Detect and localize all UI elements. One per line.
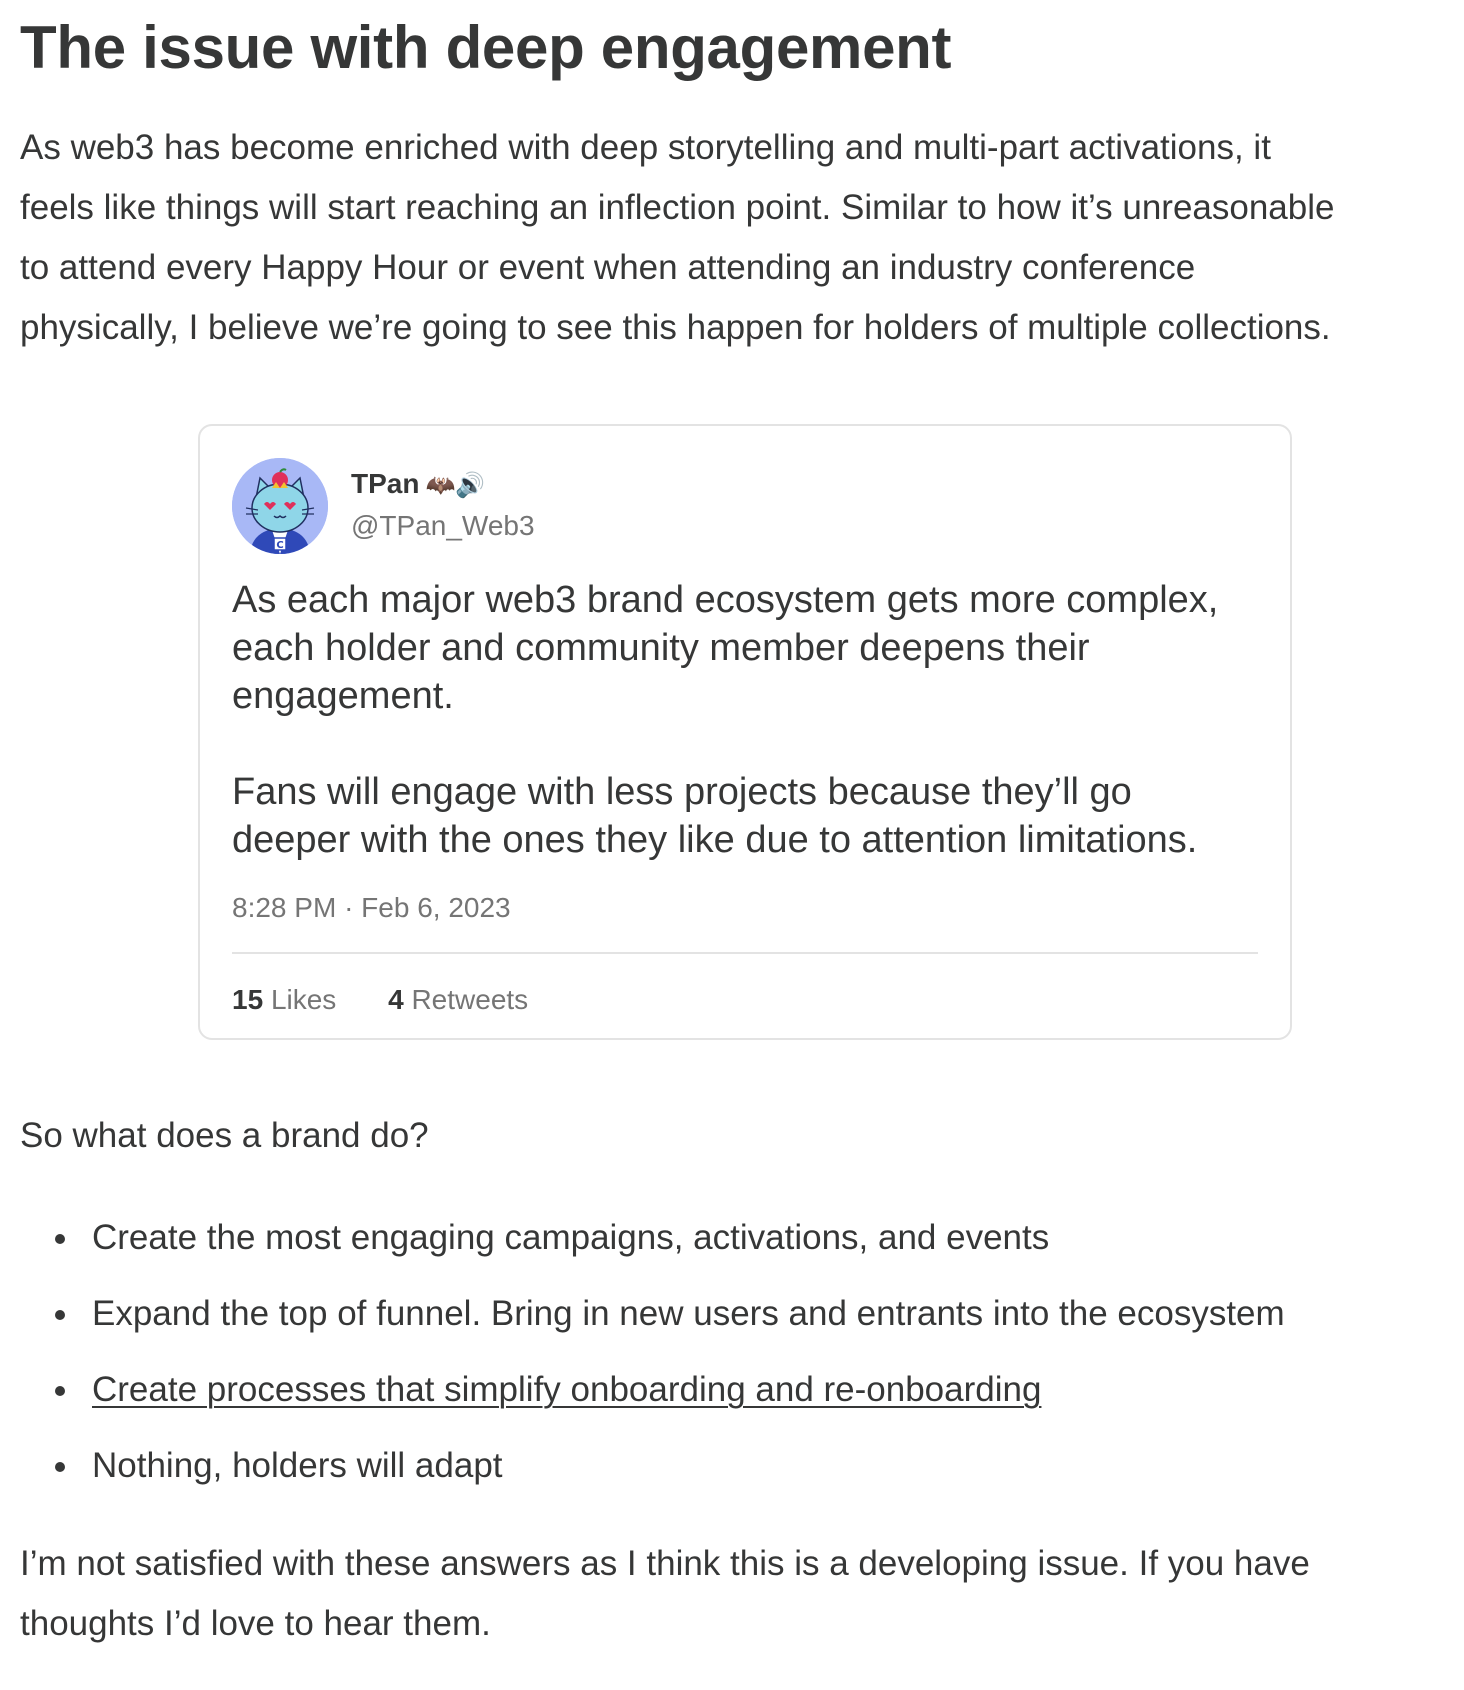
list-item [20,1276,1444,1352]
list-item [20,1428,1444,1504]
intro-line: As web3 has become enriched with deep storytelling and multi-part activations, it [20,128,1271,167]
retweets-label: Retweets [411,984,529,1015]
tweet-divider [232,952,1258,954]
closing-line: thoughts I’d love to hear them. [20,1604,491,1643]
tweet-date: Feb 6, 2023 [361,892,511,923]
tweet-text-line: As each major web3 brand ecosystem gets more complex, [232,579,1219,621]
question-paragraph: So what does a brand do? [20,1116,429,1155]
tweet-stats [232,984,572,1016]
tweet-author-handle[interactable]: @TPan_Web3 [351,510,535,541]
closing-paragraph [20,1534,1444,1654]
bat-speaker-emoji-icon: 🦇🔊 [425,472,486,499]
likes-stat[interactable] [232,984,336,1015]
intro-line: physically, I believe we’re going to see this happen for holders of multiple collections. [20,308,1331,347]
bullet-icon [55,1462,65,1472]
options-list [20,1200,1444,1504]
timestamp-separator: · [344,892,354,923]
tweet-text [232,576,1272,864]
list-item [20,1352,1444,1428]
avatar-badge-letter: C [276,540,284,551]
author-avatar[interactable] [232,458,328,554]
onboarding-link[interactable]: Create processes that simplify onboarding and re-onboarding [92,1370,1042,1409]
list-item-text: Expand the top of funnel. Bring in new users and entrants into the ecosystem [92,1294,1285,1333]
tweet-text-line: engagement. [232,675,454,717]
bullet-icon [55,1386,65,1396]
tweet-text-line: each holder and community member deepens their [232,627,1090,669]
embedded-tweet[interactable] [198,424,1292,1040]
list-item [20,1200,1444,1276]
author-name-text: TPan [351,468,420,499]
list-item-text: Create the most engaging campaigns, activations, and events [92,1218,1050,1257]
likes-label: Likes [270,984,337,1015]
article-title: The issue with deep engagement [20,14,952,81]
bullet-icon [55,1310,65,1320]
tweet-timestamp[interactable] [232,892,511,924]
retweets-stat[interactable] [388,984,528,1015]
intro-line: feels like things will start reaching an inflection point. Similar to how it’s unreasonable [20,188,1335,227]
tweet-text-line: deeper with the ones they like due to attention limitations. [232,819,1198,861]
closing-line: I’m not satisfied with these answers as I think this is a developing issue. If you have [20,1544,1310,1583]
paragraph-gap [232,720,1272,768]
cat-avatar-icon [232,458,328,554]
intro-paragraph [20,118,1444,358]
tweet-text-line: Fans will engage with less projects because they’ll go [232,771,1132,813]
likes-count: 15 [232,984,264,1015]
list-item-text: Nothing, holders will adapt [92,1446,503,1485]
tweet-time: 8:28 PM [232,892,337,923]
bullet-icon [55,1234,65,1244]
tweet-author-name[interactable] [351,468,485,500]
retweets-count: 4 [388,984,404,1015]
intro-line: to attend every Happy Hour or event when attending an industry conference [20,248,1196,287]
